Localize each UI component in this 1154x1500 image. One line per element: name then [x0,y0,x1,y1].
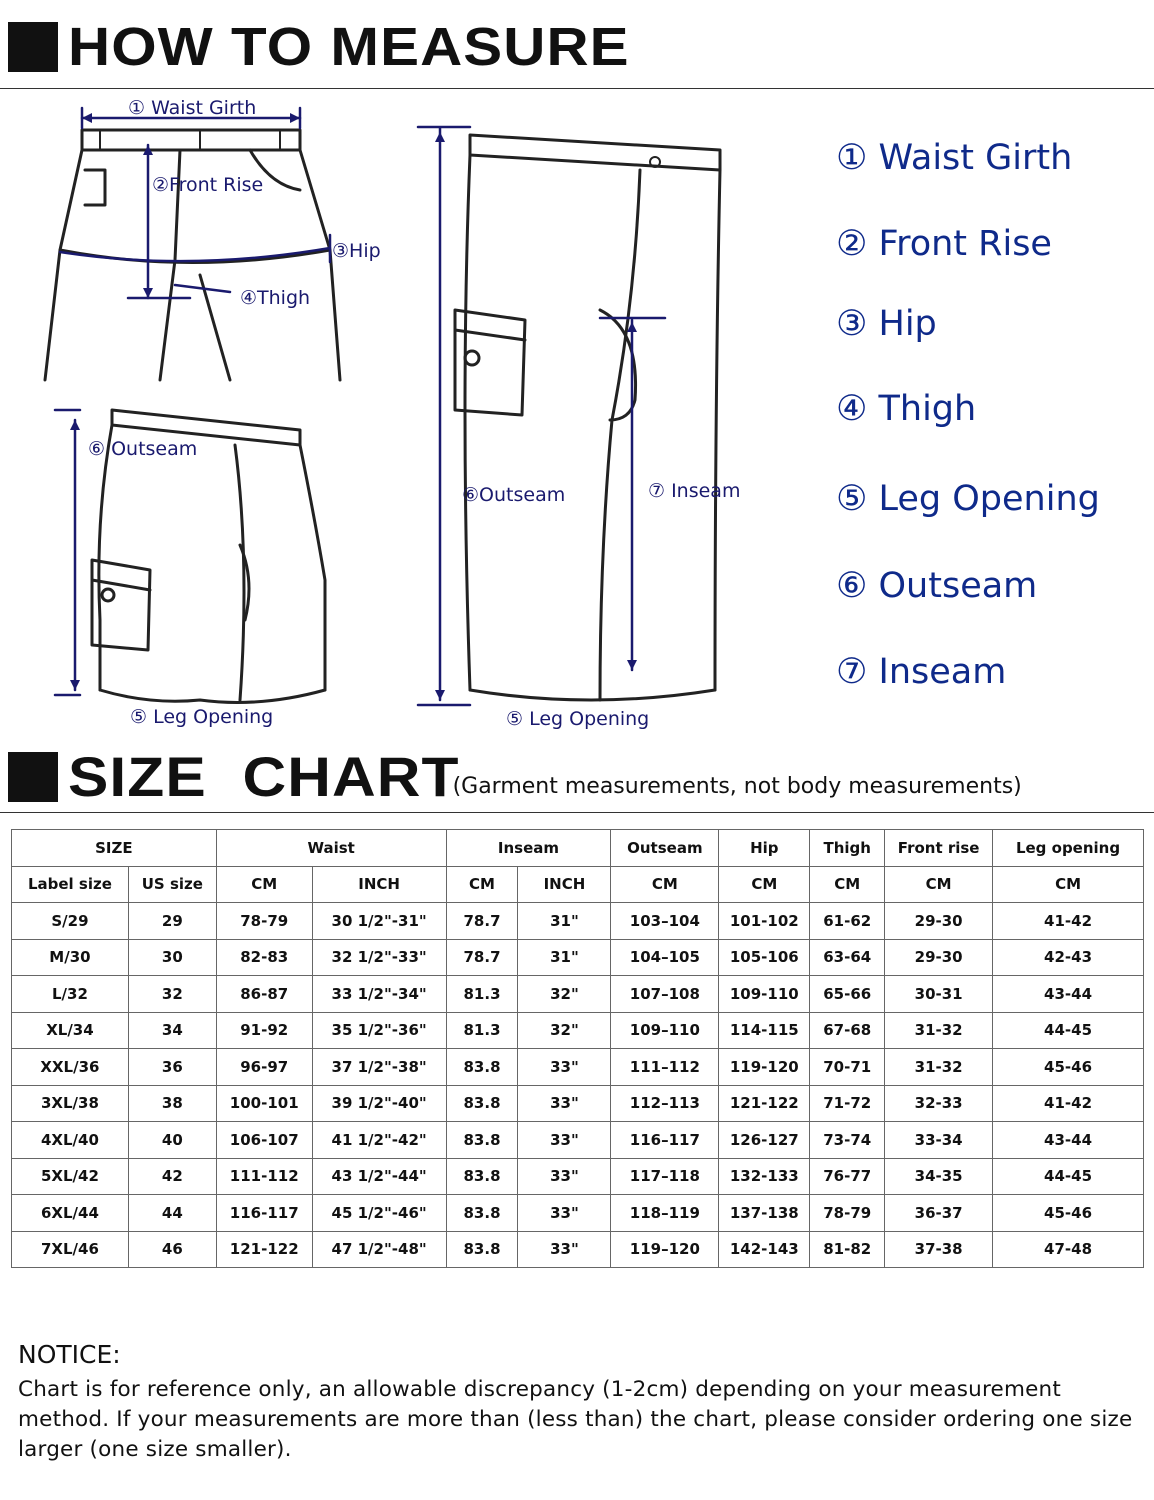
subheader-cell: Label size [12,866,129,903]
table-row [12,976,1144,1013]
table-row [12,1049,1144,1086]
table-cell: 6XL/44 [12,1195,129,1232]
table-cell: 37 1/2"-38" [312,1049,446,1086]
table-row [12,903,1144,940]
table-cell: 30 1/2"-31" [312,903,446,940]
table-cell: 86-87 [216,976,312,1013]
subheader-cell: CM [719,866,810,903]
table-cell: 32" [518,976,611,1013]
table-cell: 96-97 [216,1049,312,1086]
long-leg-opening-diagram-label: ⑤ Leg Opening [506,708,650,730]
legend-inseam: ⑦ Inseam [836,652,1007,692]
table-cell: 63-64 [810,939,885,976]
table-cell: 105-106 [719,939,810,976]
table-cell: 47-48 [993,1231,1144,1268]
table-cell: 70-71 [810,1049,885,1086]
header-leg-opening: Leg opening [993,830,1144,867]
hip-diagram-label: ③Hip [332,240,381,262]
front-rise-diagram-label: ②Front Rise [152,174,264,196]
table-row [12,1085,1144,1122]
table-cell: 73-74 [810,1122,885,1159]
table-cell: 91-92 [216,1012,312,1049]
table-cell: 33" [518,1122,611,1159]
table-cell: 30-31 [885,976,993,1013]
table-cell: 81.3 [446,1012,518,1049]
table-cell: XL/34 [12,1012,129,1049]
table-cell: 119–120 [611,1231,719,1268]
subheader-cell: CM [810,866,885,903]
subheader-cell: INCH [518,866,611,903]
header-hip: Hip [719,830,810,867]
table-cell: 109-110 [719,976,810,1013]
table-cell: 81.3 [446,976,518,1013]
table-cell: 33" [518,1231,611,1268]
table-cell: 31" [518,939,611,976]
table-row [12,1158,1144,1195]
table-cell: 65-66 [810,976,885,1013]
table-cell: 32-33 [885,1085,993,1122]
table-cell: 83.8 [446,1195,518,1232]
thigh-diagram-label: ④Thigh [240,287,311,309]
table-cell: 81-82 [810,1231,885,1268]
table-cell: 42-43 [993,939,1144,976]
table-cell: 33-34 [885,1122,993,1159]
table-cell: 119-120 [719,1049,810,1086]
table-cell: 33 1/2"-34" [312,976,446,1013]
size-chart-subtitle: (Garment measurements, not body measurements) [452,774,1022,799]
subheader-cell: CM [611,866,719,903]
table-cell: 101-102 [719,903,810,940]
size-chart-title: SIZE CHART [68,745,460,808]
table-cell: 30 [128,939,216,976]
table-cell: 76-77 [810,1158,885,1195]
table-row [12,1012,1144,1049]
header-waist: Waist [216,830,446,867]
legend-outseam: ⑥ Outseam [836,566,1038,606]
table-cell: 3XL/38 [12,1085,129,1122]
table-cell: 44-45 [993,1012,1144,1049]
table-cell: 36-37 [885,1195,993,1232]
table-cell: 111-112 [216,1158,312,1195]
table-cell: 38 [128,1085,216,1122]
subheader-cell: US size [128,866,216,903]
table-cell: 109–110 [611,1012,719,1049]
table-cell: 47 1/2"-48" [312,1231,446,1268]
table-cell: 116–117 [611,1122,719,1159]
notice-section [18,1340,1148,1465]
size-chart-heading [8,745,1022,808]
table-cell: 44 [128,1195,216,1232]
table-cell: 126-127 [719,1122,810,1159]
table-cell: 32" [518,1012,611,1049]
legend-leg-opening: ⑤ Leg Opening [836,479,1100,519]
table-cell: 83.8 [446,1158,518,1195]
table-cell: 142-143 [719,1231,810,1268]
table-cell: 104–105 [611,939,719,976]
legend-front-rise: ② Front Rise [836,224,1052,264]
table-cell: 83.8 [446,1049,518,1086]
subheader-cell: CM [446,866,518,903]
arrow-heads [70,113,637,700]
table-cell: 31" [518,903,611,940]
table-cell: 41-42 [993,1085,1144,1122]
table-cell: 112–113 [611,1085,719,1122]
header-size: SIZE [12,830,217,867]
how-to-measure-title: HOW TO MEASURE [68,17,630,77]
table-cell: S/29 [12,903,129,940]
table-cell: 121-122 [216,1231,312,1268]
table-cell: M/30 [12,939,129,976]
table-cell: 100-101 [216,1085,312,1122]
hip-measure-line [60,248,330,261]
table-cell: 40 [128,1122,216,1159]
table-cell: 67-68 [810,1012,885,1049]
table-cell: 34 [128,1012,216,1049]
legend-hip: ③ Hip [836,304,937,344]
table-cell: 31-32 [885,1049,993,1086]
short-outseam-diagram-label: ⑥ Outseam [88,438,198,460]
table-cell: 32 [128,976,216,1013]
table-cell: 39 1/2"-40" [312,1085,446,1122]
table-cell: 121-122 [719,1085,810,1122]
table-cell: 137-138 [719,1195,810,1232]
subheader-cell: CM [993,866,1144,903]
table-row [12,1231,1144,1268]
table-row [12,939,1144,976]
table-cell: 82-83 [216,939,312,976]
table-cell: 103–104 [611,903,719,940]
table-cell: 83.8 [446,1122,518,1159]
table-cell: 43-44 [993,1122,1144,1159]
short-leg-opening-diagram-label: ⑤ Leg Opening [130,706,274,728]
header-outseam: Outseam [611,830,719,867]
waist-girth-diagram-label: ① Waist Girth [128,97,257,119]
header-front-rise: Front rise [885,830,993,867]
table-cell: 43 1/2"-44" [312,1158,446,1195]
header-inseam: Inseam [446,830,611,867]
table-cell: 45-46 [993,1049,1144,1086]
table-cell: 29-30 [885,903,993,940]
notice-body: Chart is for reference only, an allowable discrepancy (1-2cm) depending on your measurement method. If your measurements are more than (less than) the chart, please consider ordering one size larger (one size smaller). [18,1377,1133,1462]
table-cell: 4XL/40 [12,1122,129,1159]
table-cell: 132-133 [719,1158,810,1195]
table-cell: 33" [518,1049,611,1086]
subheader-cell: CM [885,866,993,903]
table-row [12,1195,1144,1232]
table-cell: 34-35 [885,1158,993,1195]
size-chart-divider [0,812,1154,813]
table-cell: 37-38 [885,1231,993,1268]
table-cell: 114-115 [719,1012,810,1049]
table-cell: 78.7 [446,903,518,940]
table-cell: 44-45 [993,1158,1144,1195]
size-chart-table [11,829,1144,1268]
table-cell: 61-62 [810,903,885,940]
table-cell: 45 1/2"-46" [312,1195,446,1232]
table-cell: 117–118 [611,1158,719,1195]
table-cell: 33" [518,1195,611,1232]
table-cell: XXL/36 [12,1049,129,1086]
table-cell: 83.8 [446,1085,518,1122]
table-cell: 106-107 [216,1122,312,1159]
notice-title: NOTICE: [18,1340,121,1369]
table-cell: 83.8 [446,1231,518,1268]
table-cell: 43-44 [993,976,1144,1013]
long-pants-side-view-drawing [455,135,720,700]
heading-square-icon [8,752,58,802]
table-cell: 71-72 [810,1085,885,1122]
inseam-diagram-label: ⑦ Inseam [648,480,741,502]
table-cell: 116-117 [216,1195,312,1232]
table-cell: 78.7 [446,939,518,976]
table-cell: 35 1/2"-36" [312,1012,446,1049]
table-cell: 78-79 [216,903,312,940]
table-cell: 78-79 [810,1195,885,1232]
table-cell: 107–108 [611,976,719,1013]
table-cell: 42 [128,1158,216,1195]
table-cell: 33" [518,1085,611,1122]
table-cell: L/32 [12,976,129,1013]
table-cell: 41-42 [993,903,1144,940]
table-cell: 29 [128,903,216,940]
legend-waist-girth: ① Waist Girth [836,138,1073,178]
table-cell: 36 [128,1049,216,1086]
header-thigh: Thigh [810,830,885,867]
subheader-cell: INCH [312,866,446,903]
table-cell: 7XL/46 [12,1231,129,1268]
table-cell: 46 [128,1231,216,1268]
legend-thigh: ④ Thigh [836,389,977,429]
subheader-cell: CM [216,866,312,903]
table-cell: 31-32 [885,1012,993,1049]
table-group-header-row [12,830,1144,867]
long-outseam-diagram-label: ⑥Outseam [462,484,566,506]
table-cell: 29-30 [885,939,993,976]
table-cell: 118–119 [611,1195,719,1232]
table-cell: 5XL/42 [12,1158,129,1195]
table-cell: 45-46 [993,1195,1144,1232]
table-cell: 41 1/2"-42" [312,1122,446,1159]
table-cell: 32 1/2"-33" [312,939,446,976]
table-row [12,1122,1144,1159]
table-cell: 111–112 [611,1049,719,1086]
table-cell: 33" [518,1158,611,1195]
table-sub-header-row [12,866,1144,903]
